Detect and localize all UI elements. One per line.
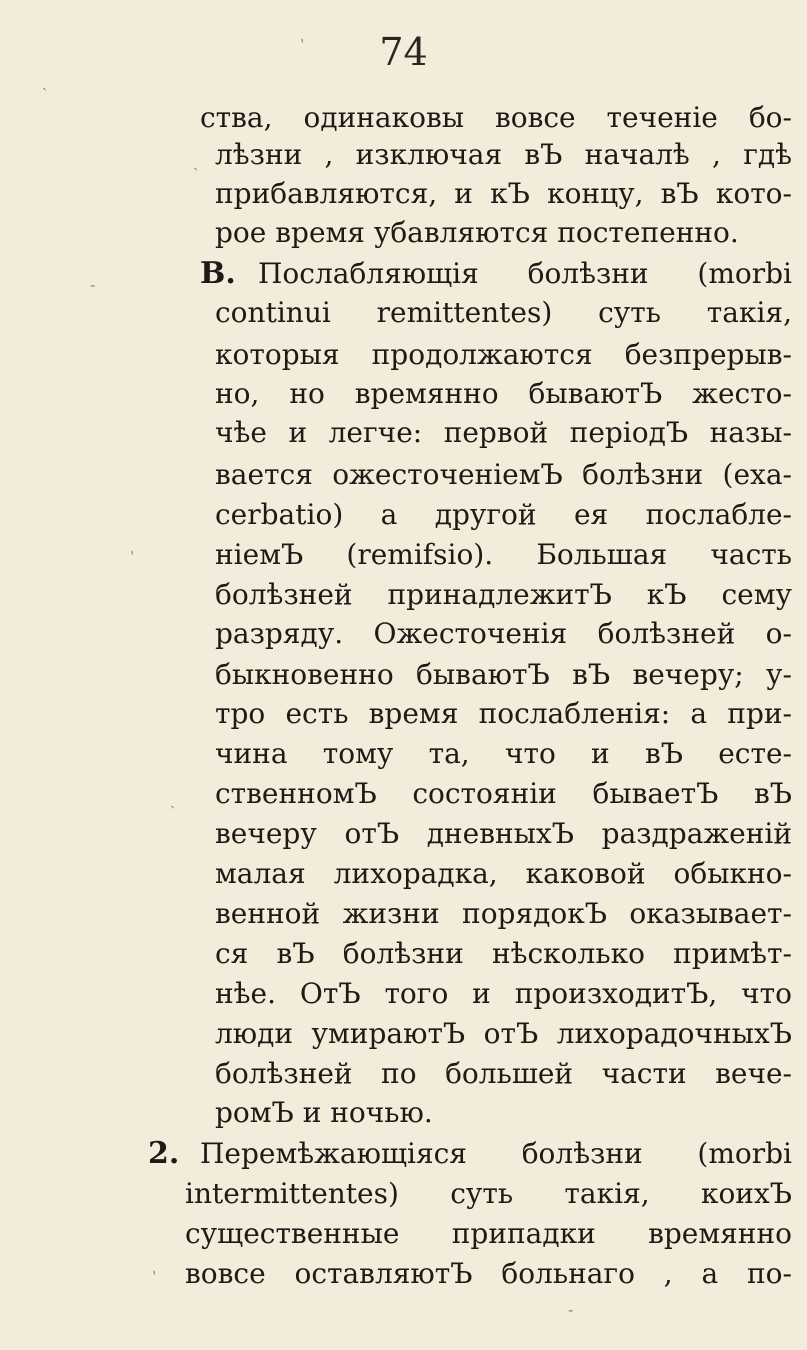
text-line: малая лихорадка, каковой обыкно- (215, 857, 792, 890)
text-line: ства, одинаковы вовсе теченіе бо- (200, 101, 792, 134)
text-line: но, но времянно бываютЪ жесто- (215, 377, 792, 410)
text-line: ся вЪ болѣзни нѣсколько примѣт- (215, 937, 792, 970)
text-line: рое время убавляются постепенно. (215, 216, 739, 249)
page-number: 74 (379, 30, 428, 74)
section-marker-2: 2. (148, 1136, 180, 1171)
text-line: разряду. Ожесточенія болѣзней о- (215, 617, 792, 650)
text-line: Перемѣжающіяся болѣзни (morbi (200, 1137, 792, 1170)
text-line: которыя продолжаются безпрерыв- (215, 338, 792, 371)
text-line: ромЪ и ночью. (215, 1096, 433, 1129)
text-line: люди умираютЪ отЪ лихорадочныхЪ (215, 1017, 792, 1050)
text-line: быкновенно бываютЪ вЪ вечеру; у- (215, 658, 792, 691)
book-page: 74 ства, одинаковы вовсе теченіе бо- лѣзни , изключая вЪ началѣ , гдѣ прибавляются, и кЪ концу, вЪ кото- рое время убавляются постепенно. B. Послабляющія болѣзни (morbi continui remittentes) суть такія, которыя продолжаются безпрерыв- но, но времянно бываютЪ жесто- чѣе и легче: первой періодЪ назы- вается ожесточеніемЪ болѣзни (exa- cerbatio) а другой ея послабле- ніемЪ (remifsio). Большая часть болѣзней принадлежитЪ кЪ сему разряду. Ожесточенія болѣзней о- быкновенно бываютЪ вЪ вечеру; у- тро есть время послабленія: а при- чина тому та, что и вЪ есте- ственномЪ состояніи бываетЪ вЪ вечеру отЪ дневныхЪ раздраженій малая лихорадка, каковой обыкно- венной жизни порядокЪ оказывает- ся вЪ болѣзни нѣсколько примѣт- нѣе. ОтЪ того и произходитЪ, что люди умираютЪ отЪ лихорадочныхЪ болѣзней по большей части вече- ромЪ и ночью. 2. Перемѣжающіяся болѣзни (morbi intermittentes) суть такія, коихЪ существенные припадки времянно вовсе оставляютЪ больнаго , а по- ˎ ˈ ˏ - ˈ ˏ ˈ - (0, 0, 807, 1350)
text-line: ственномЪ состояніи бываетЪ вЪ (215, 777, 792, 810)
text-line: ніемЪ (remifsio). Большая часть (215, 538, 792, 571)
text-line: Послабляющія болѣзни (morbi (258, 257, 792, 290)
text-line: cerbatio) а другой ея послабле- (215, 498, 792, 531)
text-line: вечеру отЪ дневныхЪ раздраженій (215, 817, 792, 850)
text-line: тро есть время послабленія: а при- (215, 697, 792, 730)
text-line: чѣе и легче: первой періодЪ назы- (215, 416, 792, 449)
text-line: чина тому та, что и вЪ есте- (215, 737, 792, 770)
section-marker-b: B. (200, 256, 236, 291)
text-line: венной жизни порядокЪ оказывает- (215, 897, 792, 930)
text-line: вается ожесточеніемЪ болѣзни (exa- (215, 458, 792, 491)
text-line: существенные припадки времянно (185, 1217, 792, 1250)
text-line: лѣзни , изключая вЪ началѣ , гдѣ (215, 138, 792, 171)
text-line: болѣзней по большей части вече- (215, 1057, 792, 1090)
text-line: нѣе. ОтЪ того и произходитЪ, что (215, 977, 792, 1010)
text-line: intermittentes) суть такія, коихЪ (185, 1177, 792, 1210)
text-line: болѣзней принадлежитЪ кЪ сему (215, 578, 792, 611)
text-line: continui remittentes) суть такія, (215, 296, 792, 329)
text-line: вовсе оставляютЪ больнаго , а по- (185, 1257, 792, 1290)
text-line: прибавляются, и кЪ концу, вЪ кото- (215, 177, 792, 210)
